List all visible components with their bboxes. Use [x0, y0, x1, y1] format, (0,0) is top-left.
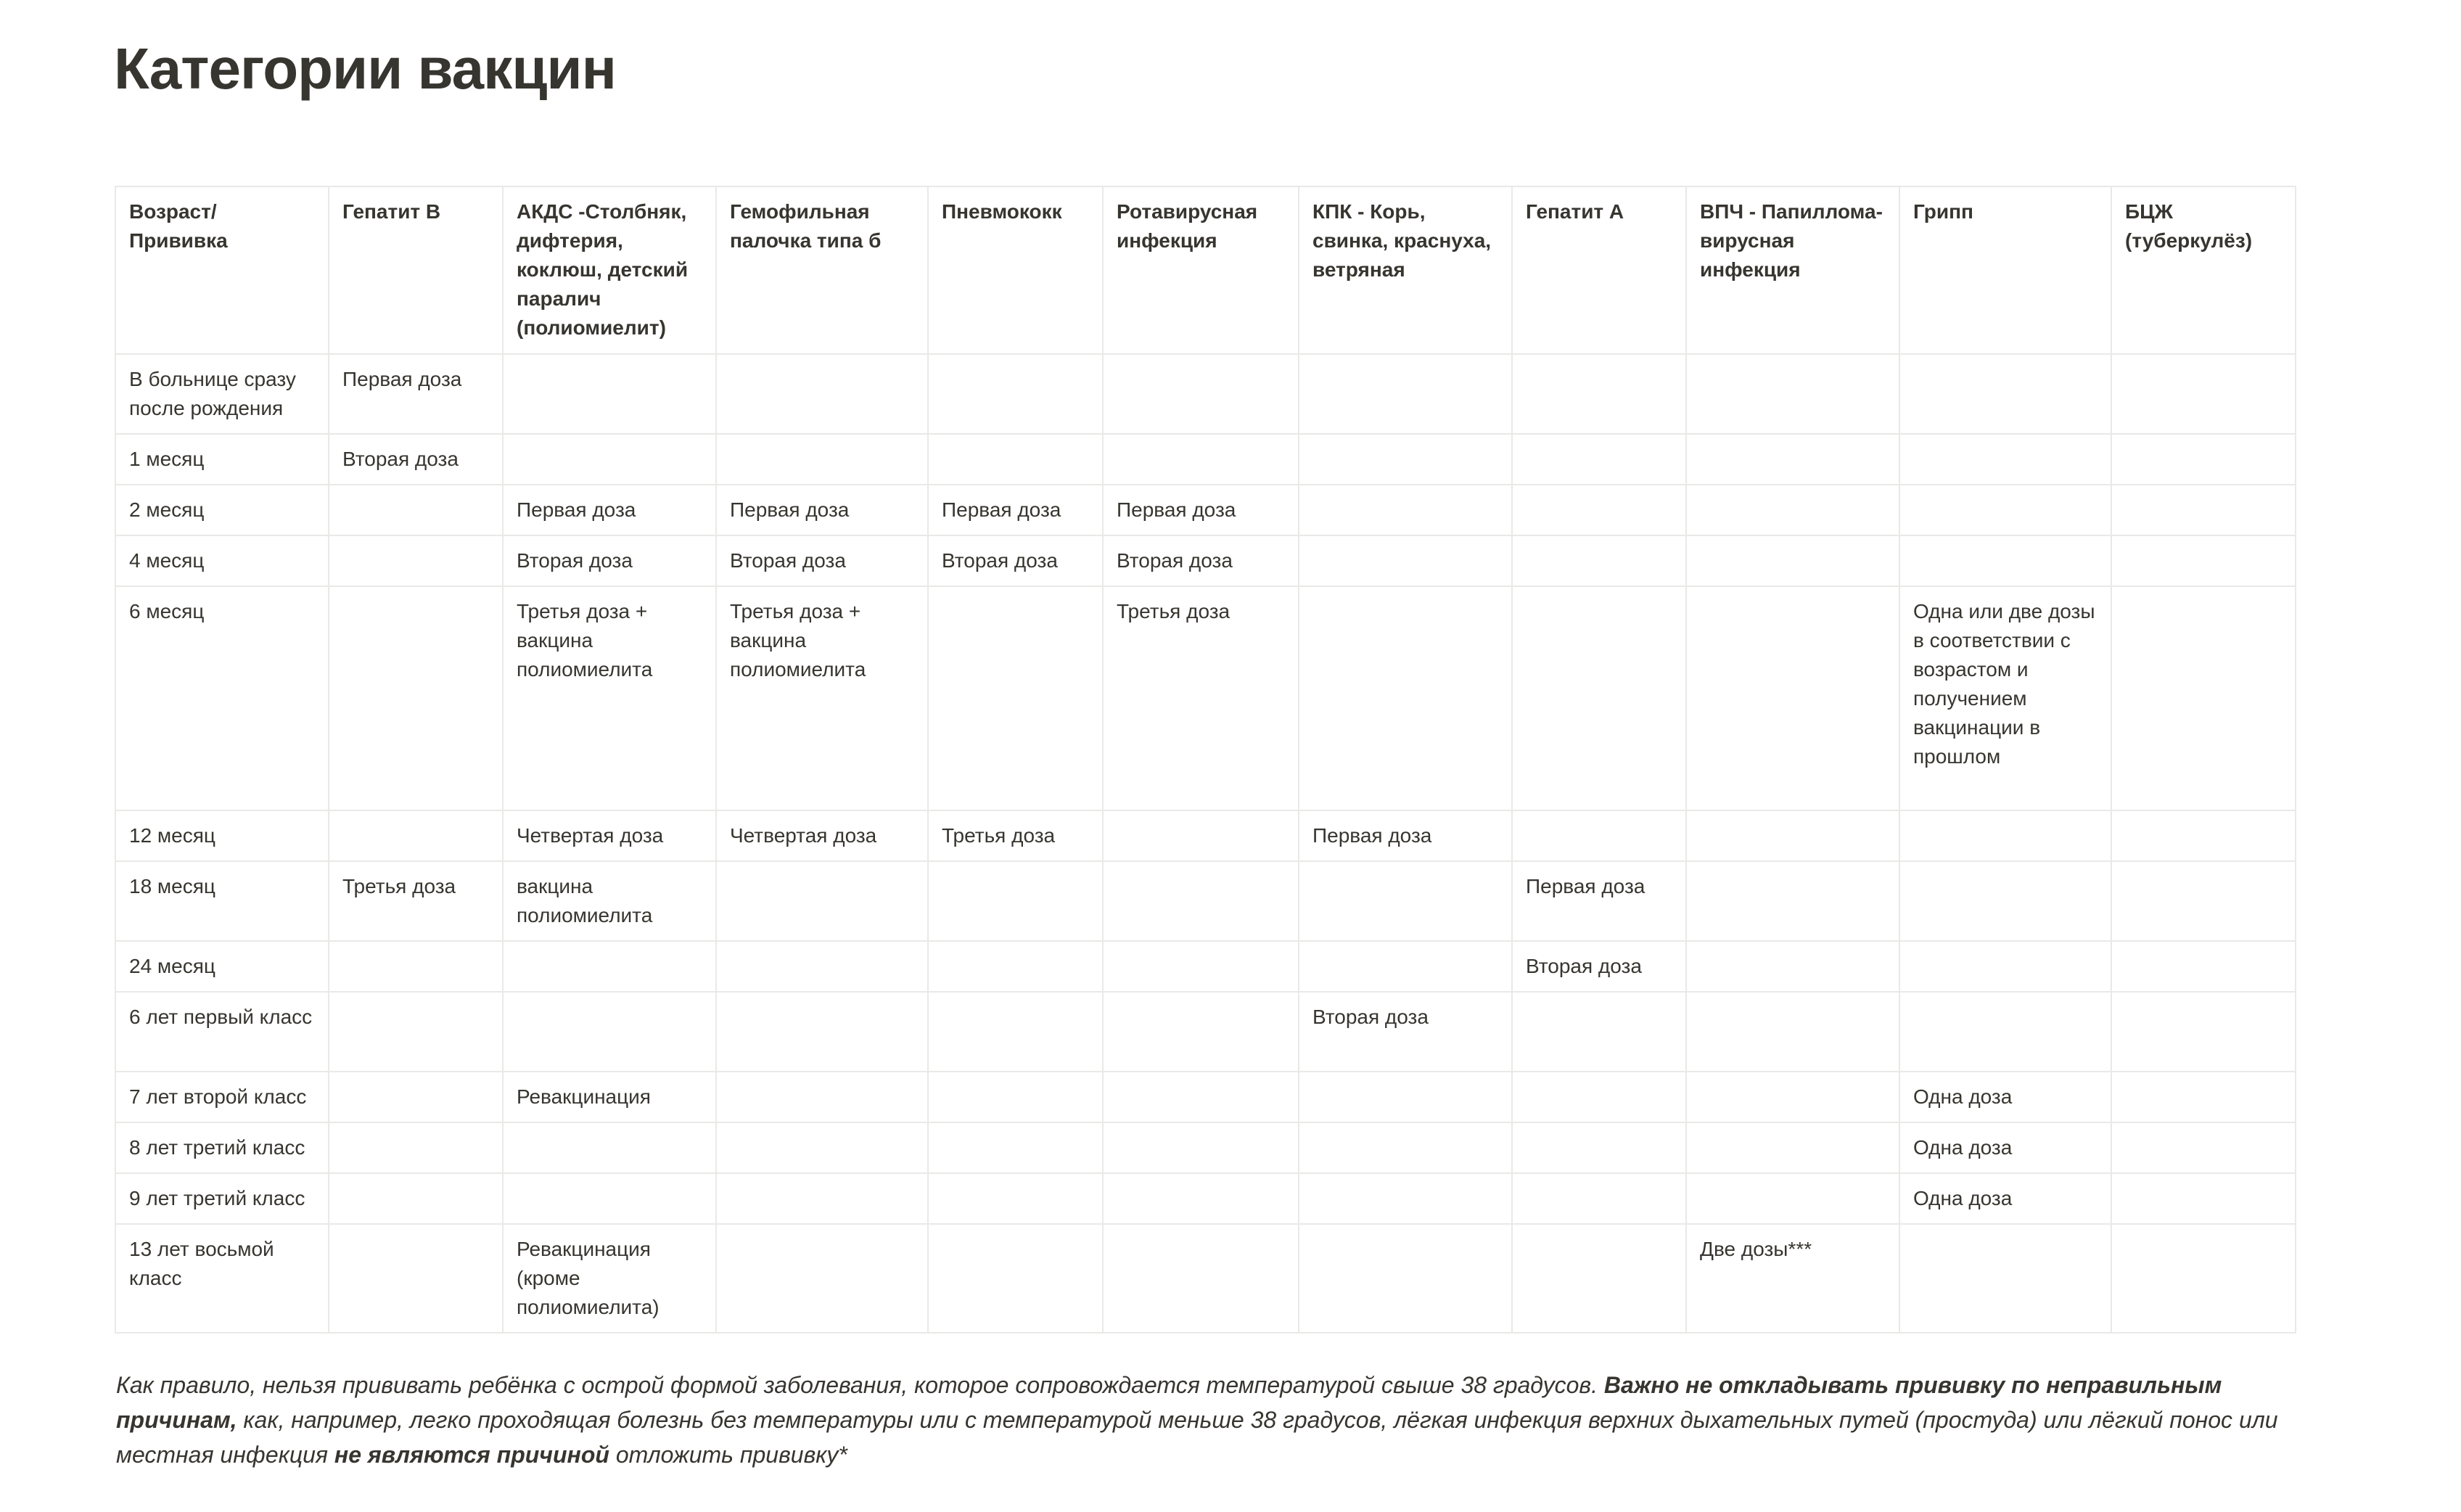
table-cell-hib	[716, 941, 928, 992]
table-cell-pneumococcus: Вторая доза	[928, 535, 1103, 586]
table-cell-influenza: Одна доза	[1899, 1122, 2111, 1173]
table-cell-hepatitis-a	[1512, 434, 1686, 485]
table-cell-hpv	[1686, 810, 1899, 861]
table-cell-rotavirus	[1103, 1224, 1299, 1333]
table-cell-rotavirus	[1103, 434, 1299, 485]
table-cell-hepatitis-a	[1512, 992, 1686, 1072]
table-cell-mmrv	[1299, 535, 1512, 586]
column-header-mmrv: КПК - Корь, свинка, краснуха, ветряная	[1299, 186, 1512, 354]
table-cell-mmrv	[1299, 1224, 1512, 1333]
row-label-age: 8 лет третий класс	[115, 1122, 329, 1173]
table-cell-hpv	[1686, 861, 1899, 941]
table-cell-hib: Вторая доза	[716, 535, 928, 586]
table-cell-hpv: Две дозы***	[1686, 1224, 1899, 1333]
table-cell-hib	[716, 354, 928, 434]
table-cell-hib	[716, 1224, 928, 1333]
table-cell-pneumococcus	[928, 861, 1103, 941]
table-cell-hepatitis-b: Третья доза	[329, 861, 503, 941]
row-label-age: 6 лет первый класс	[115, 992, 329, 1072]
table-cell-bcg	[2111, 941, 2296, 992]
table-cell-dtp-polio	[503, 1173, 716, 1224]
table-cell-mmrv	[1299, 941, 1512, 992]
table-cell-influenza	[1899, 434, 2111, 485]
table-cell-mmrv: Вторая доза	[1299, 992, 1512, 1072]
table-row	[115, 586, 2296, 810]
table-body	[115, 354, 2296, 1333]
table-cell-mmrv	[1299, 1173, 1512, 1224]
table-cell-hepatitis-b	[329, 1122, 503, 1173]
column-header-hepatitis-a: Гепатит А	[1512, 186, 1686, 354]
table-cell-bcg	[2111, 434, 2296, 485]
row-label-age: 13 лет восьмой класс	[115, 1224, 329, 1333]
column-header-influenza: Грипп	[1899, 186, 2111, 354]
table-row	[115, 354, 2296, 434]
column-header-hib: Гемофильная палочка типа б	[716, 186, 928, 354]
column-header-hpv: ВПЧ - Папиллома-вирусная инфекция	[1686, 186, 1899, 354]
table-cell-bcg	[2111, 1173, 2296, 1224]
column-header-age: Возраст/ Прививка	[115, 186, 329, 354]
table-cell-influenza	[1899, 535, 2111, 586]
table-cell-rotavirus	[1103, 992, 1299, 1072]
table-cell-hpv	[1686, 1173, 1899, 1224]
table-cell-hib: Третья доза + вакцина полиомиелита	[716, 586, 928, 810]
table-cell-hepatitis-b	[329, 485, 503, 535]
row-label-age: 2 месяц	[115, 485, 329, 535]
table-row	[115, 992, 2296, 1072]
table-cell-hepatitis-b	[329, 586, 503, 810]
table-cell-hpv	[1686, 434, 1899, 485]
vaccination-note	[116, 1368, 2300, 1472]
table-cell-hepatitis-a	[1512, 485, 1686, 535]
table-cell-hepatitis-b: Первая доза	[329, 354, 503, 434]
note-text: как, например, легко проходящая болезнь без температуры или с температурой меньше 38 градусов, лёгкая инфекция верхних дыхательных путей (простуда) или лёгкий понос или местная инфекция	[116, 1407, 2278, 1468]
table-row	[115, 535, 2296, 586]
table-cell-hpv	[1686, 1072, 1899, 1122]
table-cell-rotavirus: Вторая доза	[1103, 535, 1299, 586]
row-label-age: 9 лет третий класс	[115, 1173, 329, 1224]
table-cell-pneumococcus	[928, 586, 1103, 810]
table-cell-pneumococcus	[928, 1122, 1103, 1173]
row-label-age: В больнице сразу после рождения	[115, 354, 329, 434]
table-cell-mmrv: Первая доза	[1299, 810, 1512, 861]
table-cell-hib	[716, 1173, 928, 1224]
table-cell-influenza	[1899, 861, 2111, 941]
column-header-dtp-polio: АКДС -Столбняк, дифтерия, коклюш, детский паралич (полиомиелит)	[503, 186, 716, 354]
row-label-age: 4 месяц	[115, 535, 329, 586]
note-emphasis: не являются причиной	[334, 1442, 609, 1468]
table-cell-hepatitis-b	[329, 1173, 503, 1224]
table-cell-hib	[716, 861, 928, 941]
table-cell-hpv	[1686, 485, 1899, 535]
row-label-age: 1 месяц	[115, 434, 329, 485]
table-cell-pneumococcus	[928, 1072, 1103, 1122]
table-cell-hepatitis-a: Первая доза	[1512, 861, 1686, 941]
table-cell-dtp-polio: Первая доза	[503, 485, 716, 535]
table-cell-hepatitis-a	[1512, 1224, 1686, 1333]
table-cell-hib	[716, 992, 928, 1072]
table-cell-pneumococcus	[928, 1224, 1103, 1333]
table-row	[115, 810, 2296, 861]
table-cell-bcg	[2111, 1122, 2296, 1173]
table-cell-dtp-polio: Четвертая доза	[503, 810, 716, 861]
table-cell-hepatitis-b	[329, 941, 503, 992]
table-cell-dtp-polio	[503, 941, 716, 992]
table-cell-hib: Четвертая доза	[716, 810, 928, 861]
note-text: отложить прививку*	[609, 1442, 847, 1468]
table-cell-influenza	[1899, 354, 2111, 434]
table-cell-dtp-polio: Третья доза + вакцина полиомиелита	[503, 586, 716, 810]
table-row	[115, 485, 2296, 535]
table-row	[115, 861, 2296, 941]
table-cell-rotavirus	[1103, 1122, 1299, 1173]
table-cell-hepatitis-a	[1512, 810, 1686, 861]
row-label-age: 6 месяц	[115, 586, 329, 810]
table-cell-dtp-polio	[503, 354, 716, 434]
table-cell-influenza: Одна или две дозы в соответствии с возрастом и получением вакцинации в прошлом	[1899, 586, 2111, 810]
table-cell-hib: Первая доза	[716, 485, 928, 535]
table-cell-hepatitis-a	[1512, 1072, 1686, 1122]
table-cell-hepatitis-a	[1512, 586, 1686, 810]
table-row	[115, 941, 2296, 992]
table-cell-hepatitis-b: Вторая доза	[329, 434, 503, 485]
table-cell-bcg	[2111, 1072, 2296, 1122]
table-cell-pneumococcus	[928, 354, 1103, 434]
table-cell-mmrv	[1299, 434, 1512, 485]
row-label-age: 7 лет второй класс	[115, 1072, 329, 1122]
table-cell-hepatitis-a	[1512, 535, 1686, 586]
column-header-hepatitis-b: Гепатит B	[329, 186, 503, 354]
row-label-age: 12 месяц	[115, 810, 329, 861]
table-cell-bcg	[2111, 485, 2296, 535]
table-cell-hepatitis-a	[1512, 1122, 1686, 1173]
table-cell-bcg	[2111, 861, 2296, 941]
table-cell-hepatitis-b	[329, 810, 503, 861]
table-cell-mmrv	[1299, 1122, 1512, 1173]
table-cell-hib	[716, 1122, 928, 1173]
table-cell-mmrv	[1299, 861, 1512, 941]
table-cell-rotavirus	[1103, 810, 1299, 861]
note-emphasis: Важно не откладывать прививку по неправильным причинам,	[116, 1372, 2222, 1433]
table-cell-hepatitis-b	[329, 1072, 503, 1122]
table-cell-influenza	[1899, 810, 2111, 861]
column-header-bcg: БЦЖ (туберкулёз)	[2111, 186, 2296, 354]
table-cell-rotavirus	[1103, 941, 1299, 992]
table-row	[115, 1173, 2296, 1224]
table-cell-mmrv	[1299, 354, 1512, 434]
table-cell-dtp-polio	[503, 434, 716, 485]
table-cell-influenza: Одна доза	[1899, 1173, 2111, 1224]
table-cell-influenza	[1899, 485, 2111, 535]
table-cell-hepatitis-a: Вторая доза	[1512, 941, 1686, 992]
column-header-pneumococcus: Пневмококк	[928, 186, 1103, 354]
table-cell-bcg	[2111, 810, 2296, 861]
table-row	[115, 434, 2296, 485]
table-cell-bcg	[2111, 535, 2296, 586]
table-cell-rotavirus	[1103, 354, 1299, 434]
table-cell-influenza	[1899, 941, 2111, 992]
table-cell-mmrv	[1299, 485, 1512, 535]
row-label-age: 24 месяц	[115, 941, 329, 992]
table-cell-dtp-polio	[503, 1122, 716, 1173]
table-cell-bcg	[2111, 586, 2296, 810]
table-row	[115, 1122, 2296, 1173]
table-cell-hepatitis-a	[1512, 1173, 1686, 1224]
table-cell-hpv	[1686, 992, 1899, 1072]
table-cell-hepatitis-a	[1512, 354, 1686, 434]
table-cell-pneumococcus	[928, 992, 1103, 1072]
table-cell-mmrv	[1299, 1072, 1512, 1122]
table-cell-hpv	[1686, 941, 1899, 992]
table-cell-dtp-polio	[503, 992, 716, 1072]
table-cell-rotavirus: Первая доза	[1103, 485, 1299, 535]
page-title: Категории вакцин	[114, 36, 616, 101]
table-cell-pneumococcus: Первая доза	[928, 485, 1103, 535]
vaccination-schedule-table	[115, 186, 2296, 1334]
table-cell-pneumococcus	[928, 1173, 1103, 1224]
table-cell-influenza	[1899, 1224, 2111, 1333]
table-cell-hpv	[1686, 535, 1899, 586]
table-header-row	[115, 186, 2296, 354]
table-cell-dtp-polio: Вторая доза	[503, 535, 716, 586]
table-cell-bcg	[2111, 1224, 2296, 1333]
table-cell-hib	[716, 1072, 928, 1122]
table-row	[115, 1072, 2296, 1122]
column-header-rotavirus: Ротавирусная инфекция	[1103, 186, 1299, 354]
table-cell-bcg	[2111, 354, 2296, 434]
table-cell-rotavirus	[1103, 861, 1299, 941]
table-cell-hpv	[1686, 586, 1899, 810]
table-cell-rotavirus	[1103, 1072, 1299, 1122]
table-cell-dtp-polio: Ревакцинация	[503, 1072, 716, 1122]
table-cell-mmrv	[1299, 586, 1512, 810]
table-cell-hepatitis-b	[329, 535, 503, 586]
table-cell-pneumococcus	[928, 941, 1103, 992]
table-cell-hepatitis-b	[329, 992, 503, 1072]
table-cell-influenza: Одна доза	[1899, 1072, 2111, 1122]
table-cell-hpv	[1686, 1122, 1899, 1173]
table-cell-rotavirus: Третья доза	[1103, 586, 1299, 810]
table-cell-pneumococcus	[928, 434, 1103, 485]
table-cell-dtp-polio: вакцина полиомиелита	[503, 861, 716, 941]
table-cell-hepatitis-b	[329, 1224, 503, 1333]
table-cell-hpv	[1686, 354, 1899, 434]
table-cell-influenza	[1899, 992, 2111, 1072]
table-cell-hib	[716, 434, 928, 485]
table-row	[115, 1224, 2296, 1333]
row-label-age: 18 месяц	[115, 861, 329, 941]
table-cell-dtp-polio: Ревакцинация (кроме полиомиелита)	[503, 1224, 716, 1333]
table-cell-bcg	[2111, 992, 2296, 1072]
table-cell-rotavirus	[1103, 1173, 1299, 1224]
table-cell-pneumococcus: Третья доза	[928, 810, 1103, 861]
note-text: Как правило, нельзя прививать ребёнка с острой формой заболевания, которое сопровождается температурой свыше 38 градусов.	[116, 1372, 1604, 1398]
